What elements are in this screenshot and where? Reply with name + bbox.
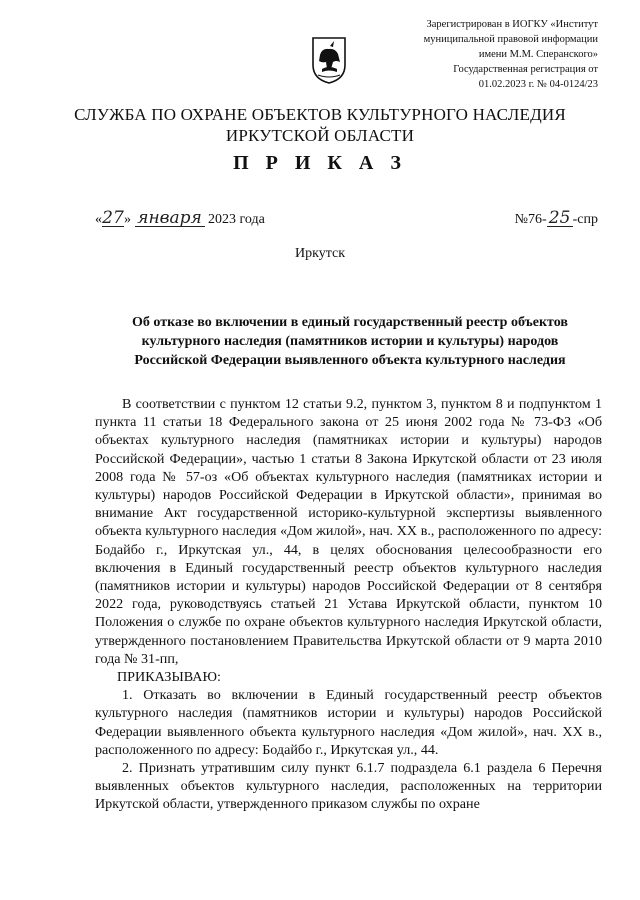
date-open-quote: «	[95, 212, 102, 227]
heading-line: Об отказе во включении в единый государственный реестр объектов	[132, 315, 568, 330]
heading-line: Российской Федерации выявленного объекта культурного наследия	[134, 353, 566, 368]
registration-line: муниципальной правовой информации	[423, 34, 598, 45]
order-date	[95, 210, 265, 228]
heading-line: культурного наследия (памятников истории и культуры) народов	[141, 334, 559, 349]
order-number	[515, 210, 598, 228]
date-close-quote: »	[124, 212, 131, 227]
order-item-1: 1. Отказать во включении в Единый государственный реестр объектов культурного наследия (памятников истории и культуры) народов Российской Федерации выявленного объекта культурного наследия «Дом жилой», нач. XX в., расположенного по адресу: Бодайбо г., Иркутская ул., 44.	[95, 687, 602, 758]
city: Иркутск	[294, 246, 346, 261]
agency-name	[0, 104, 640, 146]
number-prefix: №76-	[514, 212, 547, 227]
registration-line: Государственная регистрация от	[453, 64, 598, 75]
preamble-paragraph: В соответствии с пунктом 12 статьи 9.2, пунктом 3, пунктом 8 и подпунктом 1 пункта 11 статьи 18 Федерального закона от 25 июня 2002 года № 73-ФЗ «Об объектах культурного наследия (памятниках истории и культуры) народов Российской Федерации», частью 1 статьи 8 Закона Иркутской области от 23 июля 2008 года № 57-оз «Об объектах культурного наследия (памятниках истории и культуры) народов Российской Федерации в Иркутской области», принимая во внимание Акт государственной историко-культурной экспертизы выявленного объекта культурного наследия «Дом жилой», нач. XX в., расположенного по адресу: Бодайбо г., Иркутская ул., 44, в целях обоснования целесообразности его включения в Единый государственный реестр объектов культурного наследия (памятников истории и культуры) народов Российской Федерации от 8 сентября 2022 года, руководствуясь статьей 21 Устава Иркутской области, пунктом 10 Положения о службе по охране объектов культурного наследия Иркутской области, утвержденного постановлением Правительства Иркутской области от 9 марта 2010 года № 31-пп,	[95, 396, 602, 667]
handwritten-number: 25	[547, 210, 573, 227]
handwritten-day: 27	[102, 208, 124, 228]
order-title: П Р И К А З	[233, 152, 407, 174]
date-year: 2023 года	[208, 212, 265, 227]
agency-name-line: СЛУЖБА ПО ОХРАНЕ ОБЪЕКТОВ КУЛЬТУРНОГО НАСЛЕДИЯ	[74, 105, 566, 124]
agency-name-line: ИРКУТСКОЙ ОБЛАСТИ	[225, 126, 415, 145]
order-word: ПРИКАЗЫВАЮ:	[117, 669, 221, 686]
number-suffix: -спр	[572, 212, 598, 227]
registration-line: имени М.М. Сперанского»	[478, 49, 598, 60]
irkutsk-coat-of-arms-icon	[310, 35, 348, 85]
order-item-2: 2. Признать утратившим силу пункт 6.1.7 подраздела 6.1 раздела 6 Перечня выявленных объектов культурного наследия, расположенных на территории Иркутской области, утвержденного приказом службы по охране	[95, 760, 602, 813]
document-body	[95, 395, 602, 814]
registration-line: 01.02.2023 г. № 04-0124/23	[478, 79, 598, 90]
document-heading	[95, 313, 605, 370]
registration-line: Зарегистрирован в ИОГКУ «Институт	[426, 19, 598, 30]
handwritten-month: января	[135, 210, 205, 227]
registration-stamp	[358, 17, 598, 92]
